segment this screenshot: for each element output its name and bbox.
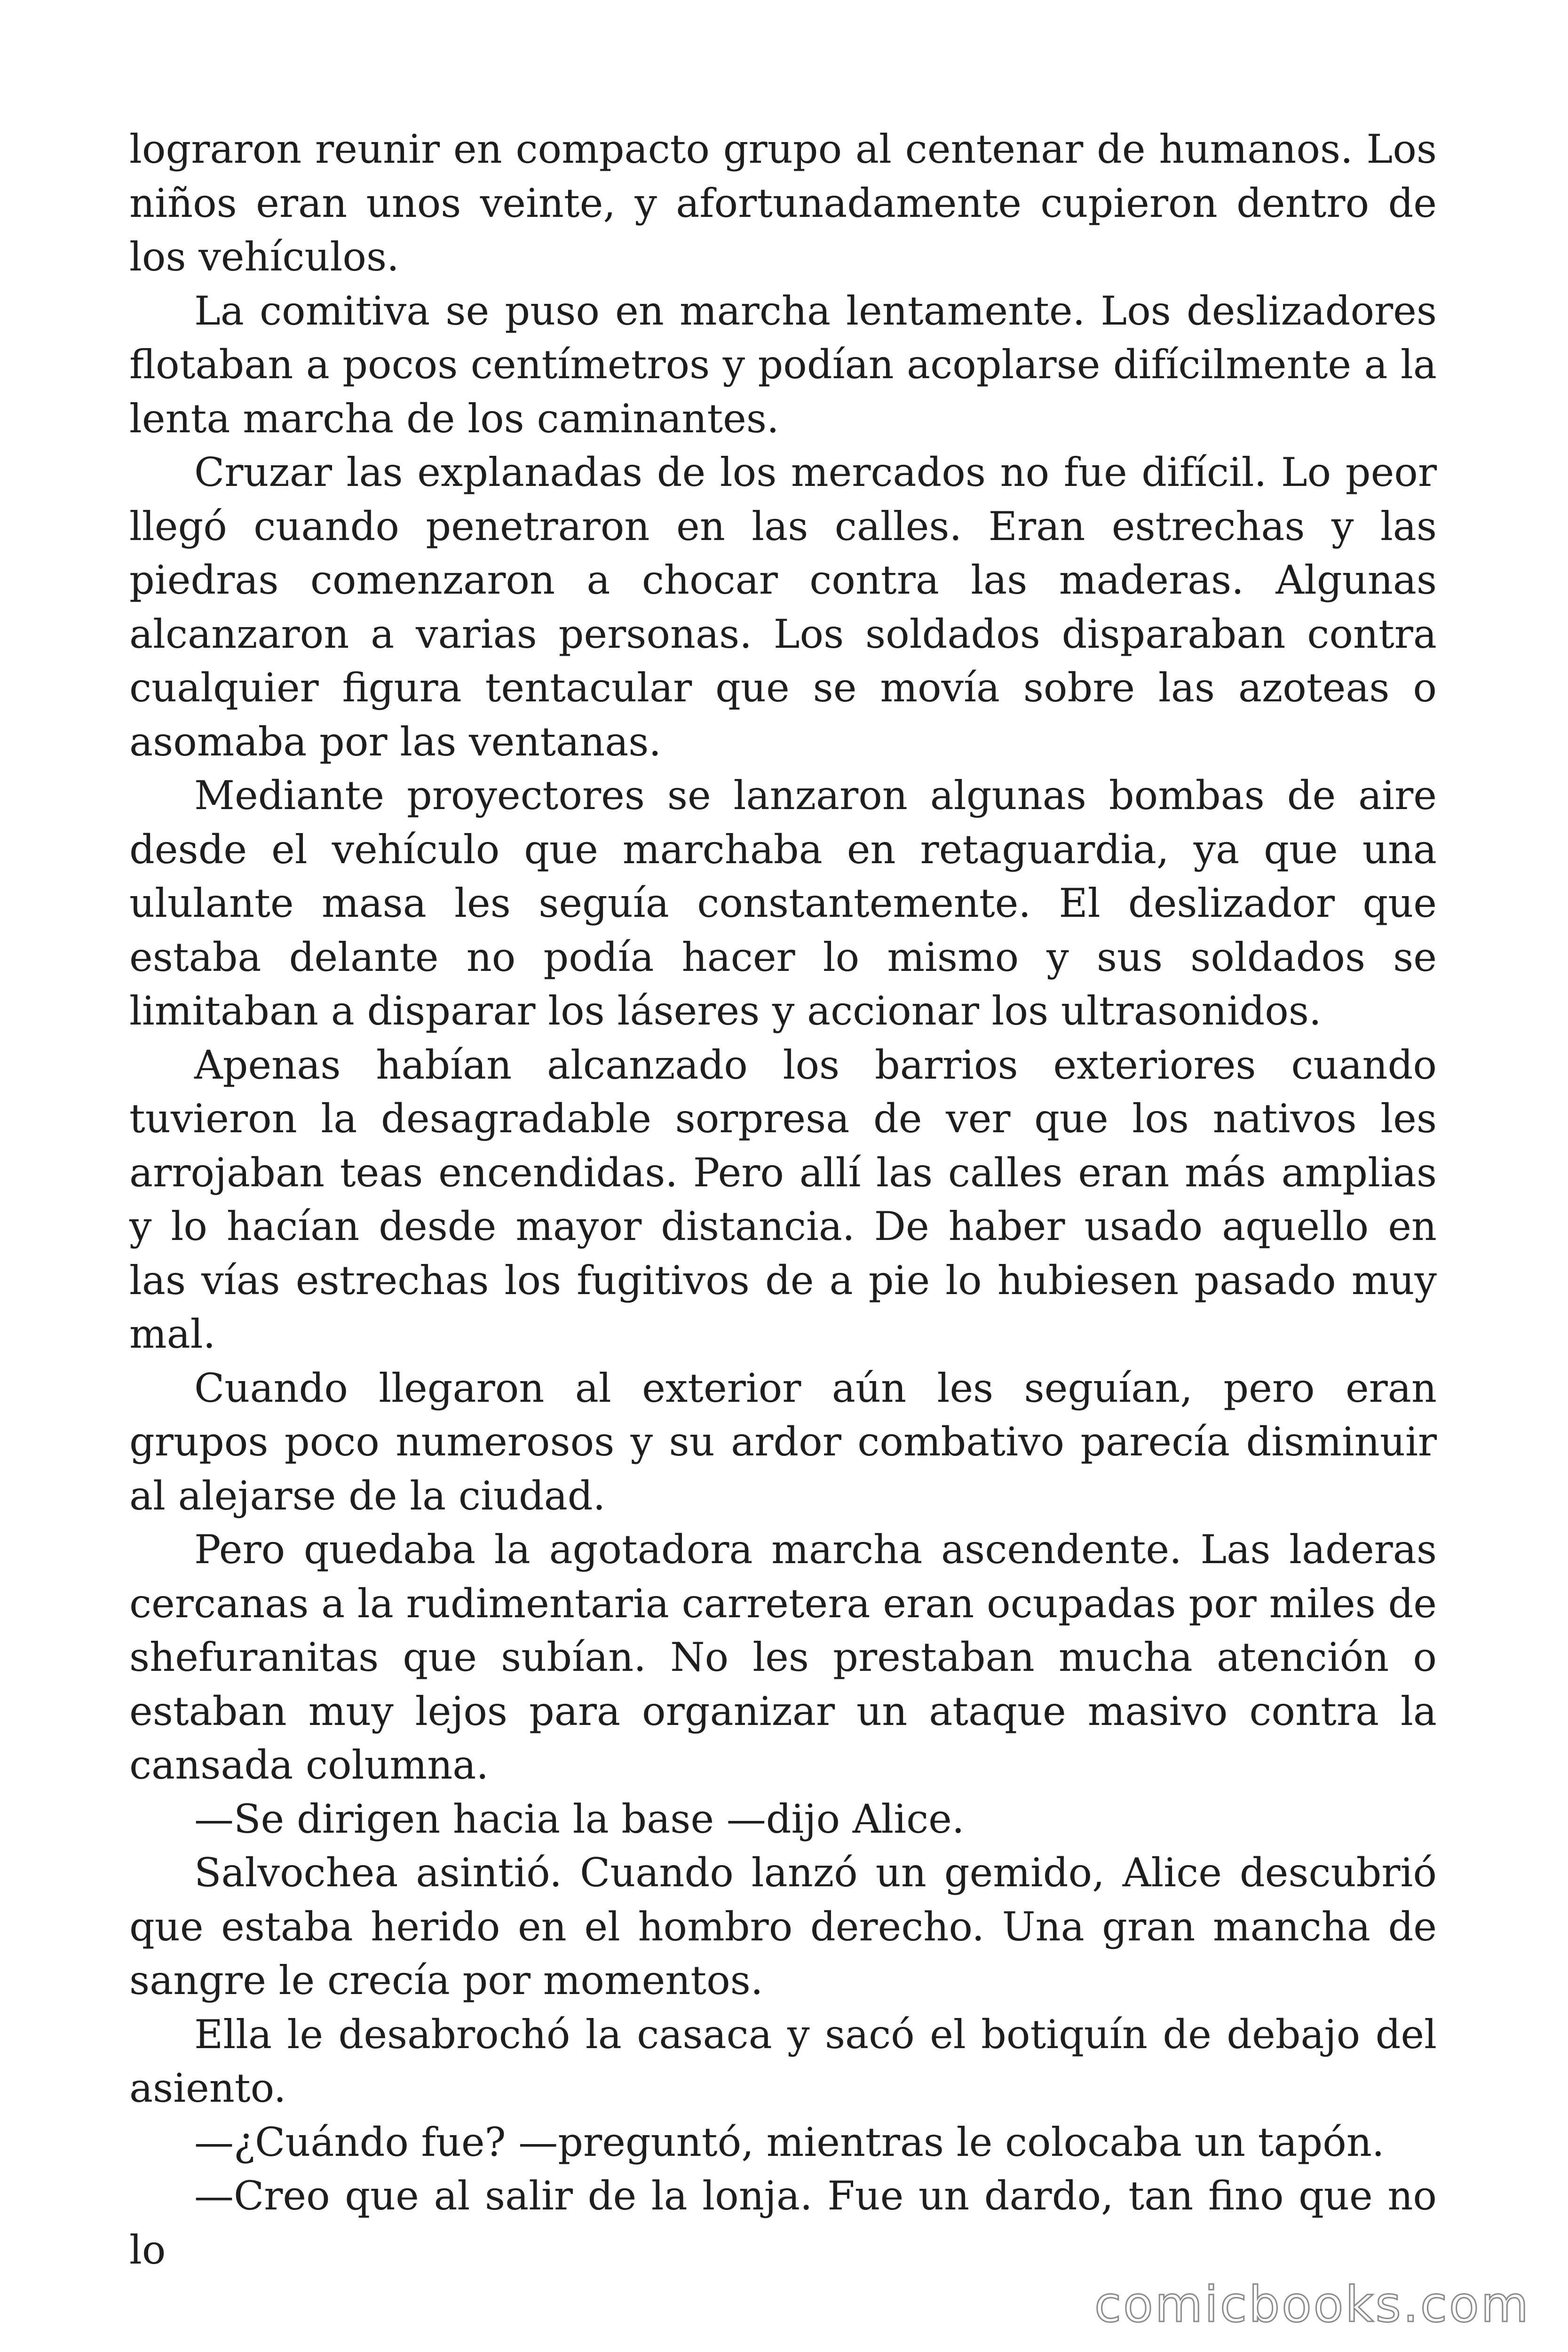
paragraph: Ella le desabrochó la casaca y sacó el botiquín de debajo del asiento. <box>129 2011 1437 2111</box>
paragraph: Cruzar las explanadas de los mercados no fue difícil. Lo peor llegó cuando penetraron en las calles. Eran estrechas y las piedras comenzaron a chocar contra las maderas. Algunas alcanzaron a varias personas. Los soldados disparaban contra cualquier figura tentacular que se movía sobre las azoteas o asomaba por las ventanas. <box>129 449 1437 765</box>
dialogue-line: —Creo que al salir de la lonja. Fue un dardo, tan fino que no lo <box>129 2173 1437 2273</box>
paragraph: lograron reunir en compacto grupo al centenar de humanos. Los niños eran unos veinte, y afortunadamente cupieron dentro de los vehículos. <box>129 126 1437 280</box>
paragraph: Cuando llegaron al exterior aún les seguían, pero eran grupos poco numerosos y su ardor combativo parecía disminuir al alejarse de la ciudad. <box>129 1365 1437 1519</box>
paragraph: Apenas habían alcanzado los barrios exteriores cuando tuvieron la desagradable sorpresa de ver que los nativos les arrojaban teas encendidas. Pero allí las calles eran más amplias y lo hacían desde mayor distancia. De haber usado aquello en las vías estrechas los fugitivos de a pie lo hubiesen pasado muy mal. <box>129 1041 1437 1357</box>
paragraph: Salvochea asintió. Cuando lanzó un gemido, Alice descubrió que estaba herido en el hombro derecho. Una gran mancha de sangre le crecía por momentos. <box>129 1850 1437 2003</box>
dialogue-line: —¿Cuándo fue? —preguntó, mientras le colocaba un tapón. <box>194 2119 1385 2165</box>
dialogue-line: —Se dirigen hacia la base —dijo Alice. <box>194 1796 965 1842</box>
paragraph: La comitiva se puso en marcha lentamente. Los deslizadores flotaban a pocos centímetros y podían acoplarse difícilmente a la lenta marcha de los caminantes. <box>129 287 1437 442</box>
paragraph: Mediante proyectores se lanzaron algunas bombas de aire desde el vehículo que marchaba en retaguardia, ya que una ululante masa les seguía constantemente. El deslizador que estaba delante no podía hacer lo mismo y sus soldados se limitaban a disparar los láseres y accionar los ultrasonidos. <box>129 772 1437 1034</box>
paragraph: Pero quedaba la agotadora marcha ascendente. Las laderas cercanas a la rudimentaria carretera eran ocupadas por miles de shefuranitas que subían. No les prestaban mucha atención o estaban muy lejos para organizar un ataque masivo contra la cansada columna. <box>129 1526 1437 1788</box>
watermark: comicbooks.com <box>1094 2276 1530 2333</box>
book-page-text <box>129 122 1437 2277</box>
